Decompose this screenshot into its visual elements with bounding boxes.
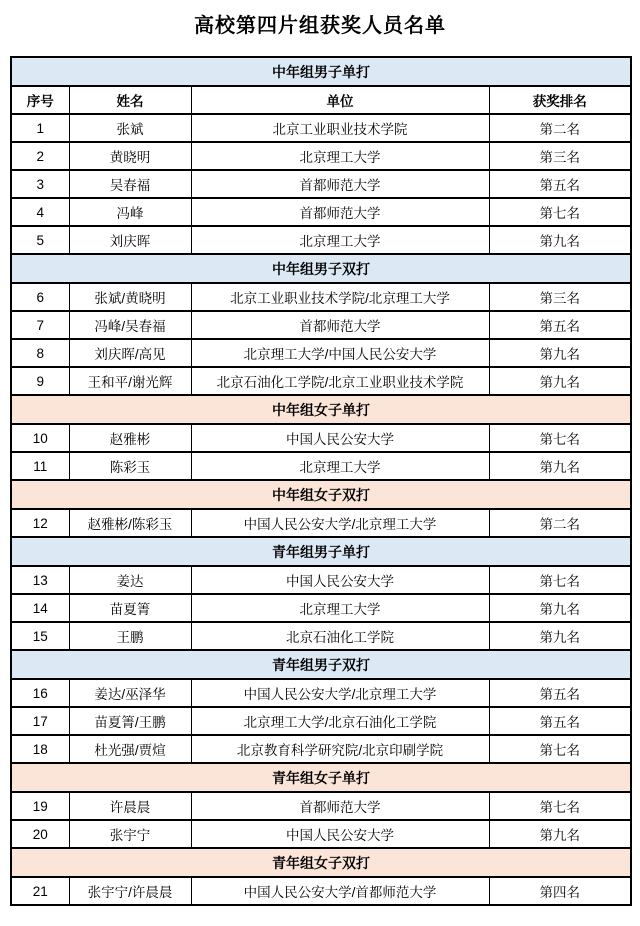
row-serial-number: 15: [11, 622, 69, 650]
table-row: [11, 424, 631, 452]
row-serial-number: 6: [11, 283, 69, 311]
row-award-rank: 第五名: [489, 170, 631, 198]
row-award-rank: 第九名: [489, 226, 631, 254]
row-serial-number: 14: [11, 594, 69, 622]
table-row: [11, 452, 631, 480]
table-row: [11, 594, 631, 622]
row-award-rank: 第九名: [489, 367, 631, 395]
row-unit: 首都师范大学: [191, 198, 489, 226]
section-header-row: [11, 763, 631, 792]
section-header-blue: 中年组男子单打: [11, 57, 631, 86]
row-person-name: 杜光强/贾煊: [69, 735, 191, 763]
row-unit: 北京理工大学: [191, 594, 489, 622]
section-header-pink: 中年组女子单打: [11, 395, 631, 424]
row-unit: 北京理工大学/北京石油化工学院: [191, 707, 489, 735]
section-header-row: [11, 395, 631, 424]
row-unit: 北京工业职业技术学院: [191, 114, 489, 142]
row-person-name: 冯峰: [69, 198, 191, 226]
row-person-name: 冯峰/吴春福: [69, 311, 191, 339]
row-person-name: 张宇宁: [69, 820, 191, 848]
row-person-name: 赵雅彬/陈彩玉: [69, 509, 191, 537]
row-unit: 北京工业职业技术学院/北京理工大学: [191, 283, 489, 311]
row-serial-number: 20: [11, 820, 69, 848]
row-serial-number: 2: [11, 142, 69, 170]
row-award-rank: 第九名: [489, 339, 631, 367]
row-serial-number: 18: [11, 735, 69, 763]
section-header-pink: 青年组女子单打: [11, 763, 631, 792]
row-unit: 北京教育科学研究院/北京印刷学院: [191, 735, 489, 763]
awards-table: [10, 56, 632, 906]
row-person-name: 姜达/巫泽华: [69, 679, 191, 707]
row-unit: 北京理工大学: [191, 226, 489, 254]
row-serial-number: 5: [11, 226, 69, 254]
table-row: [11, 820, 631, 848]
row-unit: 首都师范大学: [191, 792, 489, 820]
row-award-rank: 第三名: [489, 142, 631, 170]
row-award-rank: 第五名: [489, 707, 631, 735]
row-serial-number: 8: [11, 339, 69, 367]
section-header-blue: 青年组男子双打: [11, 650, 631, 679]
row-unit: 北京理工大学: [191, 452, 489, 480]
row-person-name: 陈彩玉: [69, 452, 191, 480]
row-person-name: 姜达: [69, 566, 191, 594]
table-row: [11, 877, 631, 905]
table-row: [11, 735, 631, 763]
row-serial-number: 17: [11, 707, 69, 735]
row-award-rank: 第三名: [489, 283, 631, 311]
row-award-rank: 第九名: [489, 452, 631, 480]
row-award-rank: 第七名: [489, 735, 631, 763]
row-unit: 北京理工大学: [191, 142, 489, 170]
row-award-rank: 第七名: [489, 198, 631, 226]
row-award-rank: 第七名: [489, 792, 631, 820]
row-person-name: 黄晓明: [69, 142, 191, 170]
table-row: [11, 283, 631, 311]
row-award-rank: 第九名: [489, 622, 631, 650]
row-serial-number: 11: [11, 452, 69, 480]
table-row: [11, 792, 631, 820]
row-award-rank: 第二名: [489, 114, 631, 142]
table-row: [11, 622, 631, 650]
table-row: [11, 170, 631, 198]
row-award-rank: 第五名: [489, 311, 631, 339]
column-header: 序号: [11, 86, 69, 114]
column-header: 单位: [191, 86, 489, 114]
row-serial-number: 16: [11, 679, 69, 707]
page-title: 高校第四片组获奖人员名单: [194, 15, 446, 37]
table-row: [11, 509, 631, 537]
row-award-rank: 第九名: [489, 594, 631, 622]
row-unit: 北京石油化工学院/北京工业职业技术学院: [191, 367, 489, 395]
row-unit: 首都师范大学: [191, 170, 489, 198]
row-serial-number: 21: [11, 877, 69, 905]
column-header-row: [11, 86, 631, 114]
row-award-rank: 第九名: [489, 820, 631, 848]
row-unit: 中国人民公安大学/北京理工大学: [191, 679, 489, 707]
section-header-row: [11, 480, 631, 509]
row-unit: 首都师范大学: [191, 311, 489, 339]
row-person-name: 刘庆晖/高见: [69, 339, 191, 367]
row-serial-number: 13: [11, 566, 69, 594]
row-person-name: 吴春福: [69, 170, 191, 198]
row-serial-number: 10: [11, 424, 69, 452]
row-person-name: 苗夏箐/王鹏: [69, 707, 191, 735]
table-row: [11, 311, 631, 339]
row-person-name: 刘庆晖: [69, 226, 191, 254]
table-row: [11, 679, 631, 707]
row-person-name: 许晨晨: [69, 792, 191, 820]
row-award-rank: 第五名: [489, 679, 631, 707]
section-header-row: [11, 254, 631, 283]
section-header-blue: 中年组男子双打: [11, 254, 631, 283]
row-award-rank: 第七名: [489, 424, 631, 452]
section-header-row: [11, 650, 631, 679]
section-header-row: [11, 848, 631, 877]
column-header: 姓名: [69, 86, 191, 114]
row-person-name: 苗夏箐: [69, 594, 191, 622]
awards-table-body: [11, 57, 631, 905]
row-serial-number: 4: [11, 198, 69, 226]
row-award-rank: 第四名: [489, 877, 631, 905]
table-row: [11, 566, 631, 594]
column-header: 获奖排名: [489, 86, 631, 114]
table-row: [11, 114, 631, 142]
row-unit: 中国人民公安大学/北京理工大学: [191, 509, 489, 537]
table-row: [11, 707, 631, 735]
row-person-name: 王和平/谢光辉: [69, 367, 191, 395]
row-unit: 北京石油化工学院: [191, 622, 489, 650]
row-unit: 中国人民公安大学: [191, 820, 489, 848]
section-header-pink: 青年组女子双打: [11, 848, 631, 877]
row-serial-number: 3: [11, 170, 69, 198]
section-header-row: [11, 537, 631, 566]
table-row: [11, 226, 631, 254]
row-serial-number: 19: [11, 792, 69, 820]
row-person-name: 张斌/黄晓明: [69, 283, 191, 311]
section-header-row: [11, 57, 631, 86]
table-row: [11, 198, 631, 226]
row-person-name: 张宇宁/许晨晨: [69, 877, 191, 905]
row-unit: 中国人民公安大学/首都师范大学: [191, 877, 489, 905]
row-serial-number: 7: [11, 311, 69, 339]
row-unit: 中国人民公安大学: [191, 424, 489, 452]
row-award-rank: 第七名: [489, 566, 631, 594]
row-award-rank: 第二名: [489, 509, 631, 537]
row-person-name: 赵雅彬: [69, 424, 191, 452]
row-serial-number: 9: [11, 367, 69, 395]
row-serial-number: 12: [11, 509, 69, 537]
row-person-name: 王鹏: [69, 622, 191, 650]
table-row: [11, 142, 631, 170]
table-row: [11, 339, 631, 367]
row-serial-number: 1: [11, 114, 69, 142]
row-person-name: 张斌: [69, 114, 191, 142]
table-row: [11, 367, 631, 395]
section-header-blue: 青年组男子单打: [11, 537, 631, 566]
row-unit: 北京理工大学/中国人民公安大学: [191, 339, 489, 367]
section-header-pink: 中年组女子双打: [11, 480, 631, 509]
row-unit: 中国人民公安大学: [191, 566, 489, 594]
